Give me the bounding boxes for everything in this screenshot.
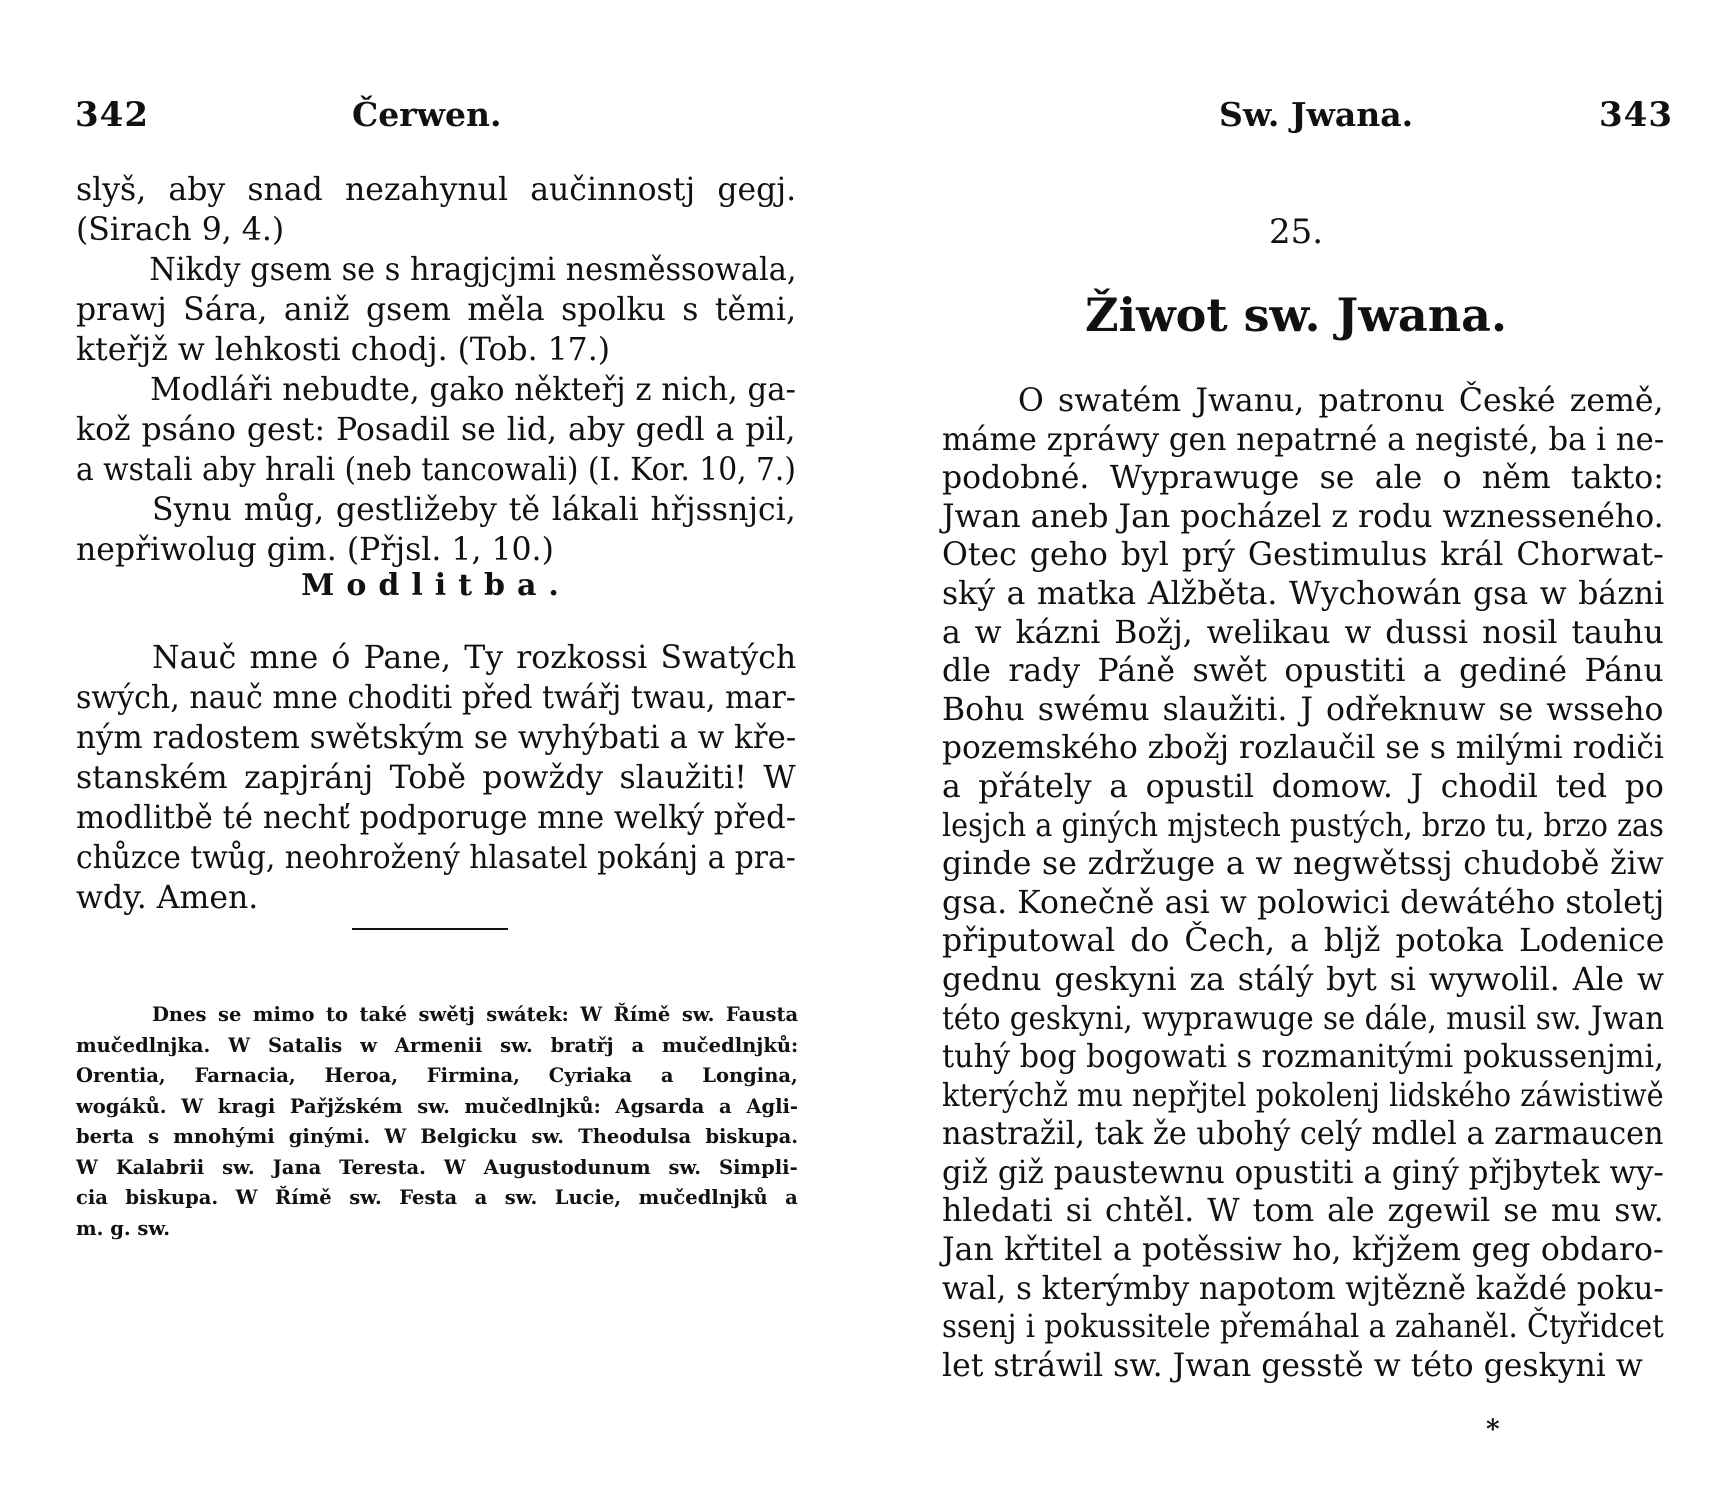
text-line: kteřjž w lehkosti chodj. (Tob. 17.): [76, 332, 611, 368]
footnote-line: wogáků. W kragi Pařjžském sw. mučedlnjků: Agsarda a Agli-: [76, 1094, 798, 1118]
footnote-line: m. g. sw.: [76, 1216, 171, 1240]
text-line: prawj Sára, aniž gsem měla spolku s těmi,: [76, 292, 797, 328]
text-line: dle rady Páně swět opustiti a gediné Pánu: [942, 653, 1664, 690]
right-page: [864, 0, 1728, 1500]
text-line: Bohu swému slaužiti. J odřeknuw se wsseho: [942, 691, 1664, 728]
text-line: ným radostem swětským se wyhýbati a w kře-: [76, 720, 797, 756]
text-line: připutowal do Čech, a bljž potoka Lodenice: [942, 923, 1665, 960]
text-line: swých, nauč mne choditi před twářj twau, mar-: [76, 680, 796, 716]
prayer-block: [76, 638, 796, 918]
text-line: gsa. Konečně asi w polowici dewátého stoletj: [942, 884, 1665, 921]
footnote-line: W Kalabrii sw. Jana Teresta. W Augustodunum sw. Simpli-: [76, 1155, 798, 1179]
text-line: a wstali aby hrali (neb tancowali) (I. Kor. 10, 7.): [76, 452, 796, 488]
text-line: tuhý bog bogowati s rozmanitými pokussenjmi,: [942, 1039, 1664, 1076]
text-line: nastražil, tak že ubohý celý mdlel a zarmaucen: [942, 1116, 1664, 1153]
text-line: podobné. Wyprawuge se ale o něm takto:: [942, 460, 1664, 497]
quote-block: [76, 170, 796, 570]
text-line: a přátely a opustil domow. J chodil ted po: [942, 768, 1664, 805]
text-line: máme zpráwy gen nepatrné a negisté, ba i ne-: [942, 421, 1665, 458]
text-line: O swatém Jwanu, patronu České země,: [1018, 383, 1664, 419]
text-line: Jan křtitel a potěssiw ho, křjžem geg obdaro-: [942, 1232, 1664, 1269]
page-number: 343: [1599, 95, 1673, 135]
text-line: a w kázni Božj, welikau w dussi nosil tauhu: [942, 614, 1664, 651]
text-line: modlitbě té nechť podporuge mne welký před-: [76, 800, 797, 836]
text-line: lesjch a giných mjstech pustých, brzo tu, brzo zas: [942, 807, 1664, 844]
footnote-line: Orentia, Farnacia, Heroa, Firmina, Cyriaka a Longina,: [76, 1064, 798, 1087]
text-line: této geskyni, wyprawuge se dále, musil sw. Jwan: [942, 1000, 1665, 1037]
text-line: Nikdy gsem se s hragjcjmi nesměssowala,: [149, 252, 797, 288]
text-line: Nauč mne ó Pane, Ty rozkossi Swatých: [152, 640, 797, 676]
text-line: kož psáno gest: Posadil se lid, aby gedl a pil,: [76, 412, 796, 448]
text-line: ský a matka Alžběta. Wychowán gsa w bázni: [942, 575, 1665, 612]
text-line: hledati si chtěl. W tom ale zgewil se mu sw.: [942, 1193, 1664, 1230]
footnote-line: Dnes se mimo to také swětj swátek: W Římě sw. Fausta: [152, 1003, 799, 1026]
text-line: pozemského zbožj rozlaučil se s milými rodiči: [942, 730, 1664, 767]
text-line: Jwan aneb Jan pocházel z rodu wznesseného.: [942, 498, 1664, 535]
footnote-line: cia biskupa. W Římě sw. Festa a sw. Lucie, mučedlnjků a: [76, 1186, 798, 1209]
text-line: slyš, aby snad nezahynul aučinnostj gegj.: [76, 172, 797, 208]
footnote: [76, 1000, 798, 1244]
running-head: Čerwen.: [352, 95, 502, 134]
text-line: giž giž paustewnu opustiti a giný přjbytek wy-: [942, 1154, 1664, 1191]
chapter-number: 25.: [1268, 212, 1324, 252]
text-line: (Sirach 9, 4.): [76, 212, 285, 248]
text-line: nepřiwolug gim. (Přjsl. 1, 10.): [76, 532, 554, 568]
text-line: wdy. Amen.: [76, 880, 259, 916]
section-heading: Modlitba.: [301, 568, 571, 603]
text-line: chůzce twůg, neohrožený hlasatel pokánj a pra-: [76, 840, 796, 876]
chapter-title: Žiwot sw. Jwana.: [1085, 288, 1507, 342]
text-line: kterýchž mu nepřjtel pokolenj lidského záwistiwě: [942, 1077, 1664, 1114]
divider-rule: [352, 928, 508, 930]
footnote-line: mučedlnjka. W Satalis w Armenii sw. bratřj a mučedlnjků:: [76, 1033, 799, 1057]
text-line: Modláři nebudte, gako někteřj z nich, ga-: [150, 372, 796, 408]
text-line: gednu geskyni za stálý byt si wywolil. Ale w: [942, 961, 1664, 998]
text-line: Synu můg, gestližeby tě lákali hřjssnjci,: [152, 492, 796, 528]
text-line: Otec geho byl prý Gestimulus král Chorwat-: [942, 537, 1664, 574]
text-line: ssenj i pokussitele přemáhal a zahaněl. Čtyřidcet: [942, 1309, 1664, 1346]
text-line: stanském zapjránj Tobě powždy slaužiti! W: [76, 760, 796, 796]
text-line: wal, s kterýmby napotom wjtězně každé poku-: [942, 1270, 1664, 1307]
chapter-body: [942, 382, 1664, 1385]
signature-mark: *: [1486, 1415, 1500, 1445]
page-number: 342: [75, 95, 149, 135]
footnote-line: berta s mnohými ginými. W Belgicku sw. Theodulsa biskupa.: [76, 1125, 799, 1148]
text-line: ginde se zdržuge a w negwětssj chudobě žiw: [942, 846, 1664, 883]
text-line: let stráwil sw. Jwan gesstě w této geskyni w: [942, 1347, 1643, 1384]
running-head: Sw. Jwana.: [1219, 95, 1414, 134]
